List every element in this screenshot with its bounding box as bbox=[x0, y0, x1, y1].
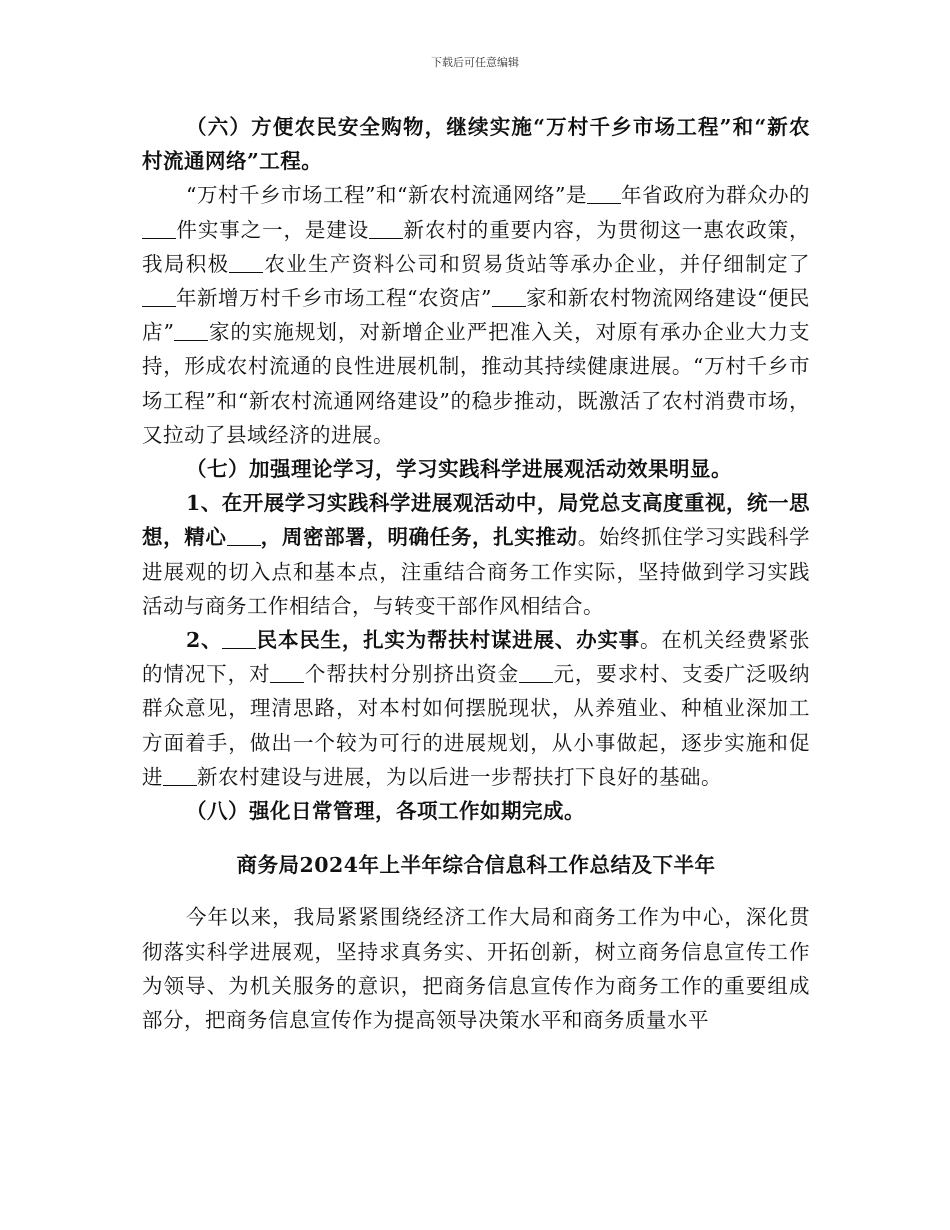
fill-blank bbox=[270, 664, 304, 683]
page-header: 下载后可任意编辑 bbox=[431, 56, 519, 69]
paragraph-study-practice: 1、在开展学习实践科学进展观活动中，局党总支高度重视，统一思想，精心 ，周密部署，明确任务，扎实推动。始终抓住学习实践科学进展观的切入点和基本点，注重结合商务工作实际，坚持做到学习实践活动与商务工作相结合，与转变干部作风相结合。 bbox=[142, 491, 811, 618]
fill-blank bbox=[229, 254, 263, 273]
section-6-heading: （六）方便农民安全购物，继续实施“万村千乡市场工程”和“新农村流通网络”工程。 bbox=[142, 115, 810, 174]
section-8-heading: （八）强化日常管理，各项工作如期完成。 bbox=[186, 799, 585, 824]
section-7-heading: （七）加强理论学习，学习实践科学进展观活动效果明显。 bbox=[186, 457, 732, 482]
fill-blank bbox=[142, 288, 176, 307]
fill-blank bbox=[222, 630, 256, 649]
paragraph-people-livelihood: 2、 民本民生，扎实为帮扶村谋进展、办实事。在机关经费紧张的情况下，对 个帮扶村分别挤出资金 元，要求村、支委广泛吸纳群众意见，理清思路，对本村如何摆脱现状，从养殖业、种植业深加工方面着手，做出一个较为可行的进展规划，从小事做起，逐步实施和促进 新农村建设与进展，为以后进一步帮扶打下良好的基础。 bbox=[142, 628, 811, 789]
paragraph-intro: 今年以来，我局紧紧围绕经济工作大局和商务工作为中心，深化贯彻落实科学进展观，坚持求真务实、开拓创新，树立商务信息宣传工作为领导、为机关服务的意识，把商务信息宣传作为商务工作的重要组成部分，把商务信息宣传作为提高领导决策水平和商务质量水平 bbox=[142, 905, 810, 1033]
document-title: 商务局2024年上半年综合信息科工作总结及下半年 bbox=[236, 853, 716, 878]
fill-blank bbox=[174, 322, 208, 341]
document-body bbox=[142, 110, 810, 1037]
fill-blank bbox=[369, 220, 403, 239]
fill-blank bbox=[227, 527, 261, 546]
fill-blank bbox=[163, 767, 197, 786]
fill-blank bbox=[587, 185, 621, 204]
fill-blank bbox=[142, 220, 176, 239]
fill-blank bbox=[492, 288, 526, 307]
fill-blank bbox=[519, 664, 553, 683]
paragraph-market-project: “万村千乡市场工程”和“新农村流通网络”是 年省政府为群众办的件实事之一，是建设 新农村的重要内容，为贯彻这一惠农政策，我局积极 农业生产资料公司和贸易货站等承办企业，并仔细制定了年新增万村千乡市场工程“农资店” 家和新农村物流网络建设“便民店” 家的实施规划，对新增企业严把准入关，对原有承办企业大力支持，形成农村流通的良性进展机制，推动其持续健康进展。“万村千乡市场工程”和“新农村流通网络建设”的稳步推动，既激活了农村消费市场，又拉动了县域经济的进展。 bbox=[142, 183, 811, 447]
